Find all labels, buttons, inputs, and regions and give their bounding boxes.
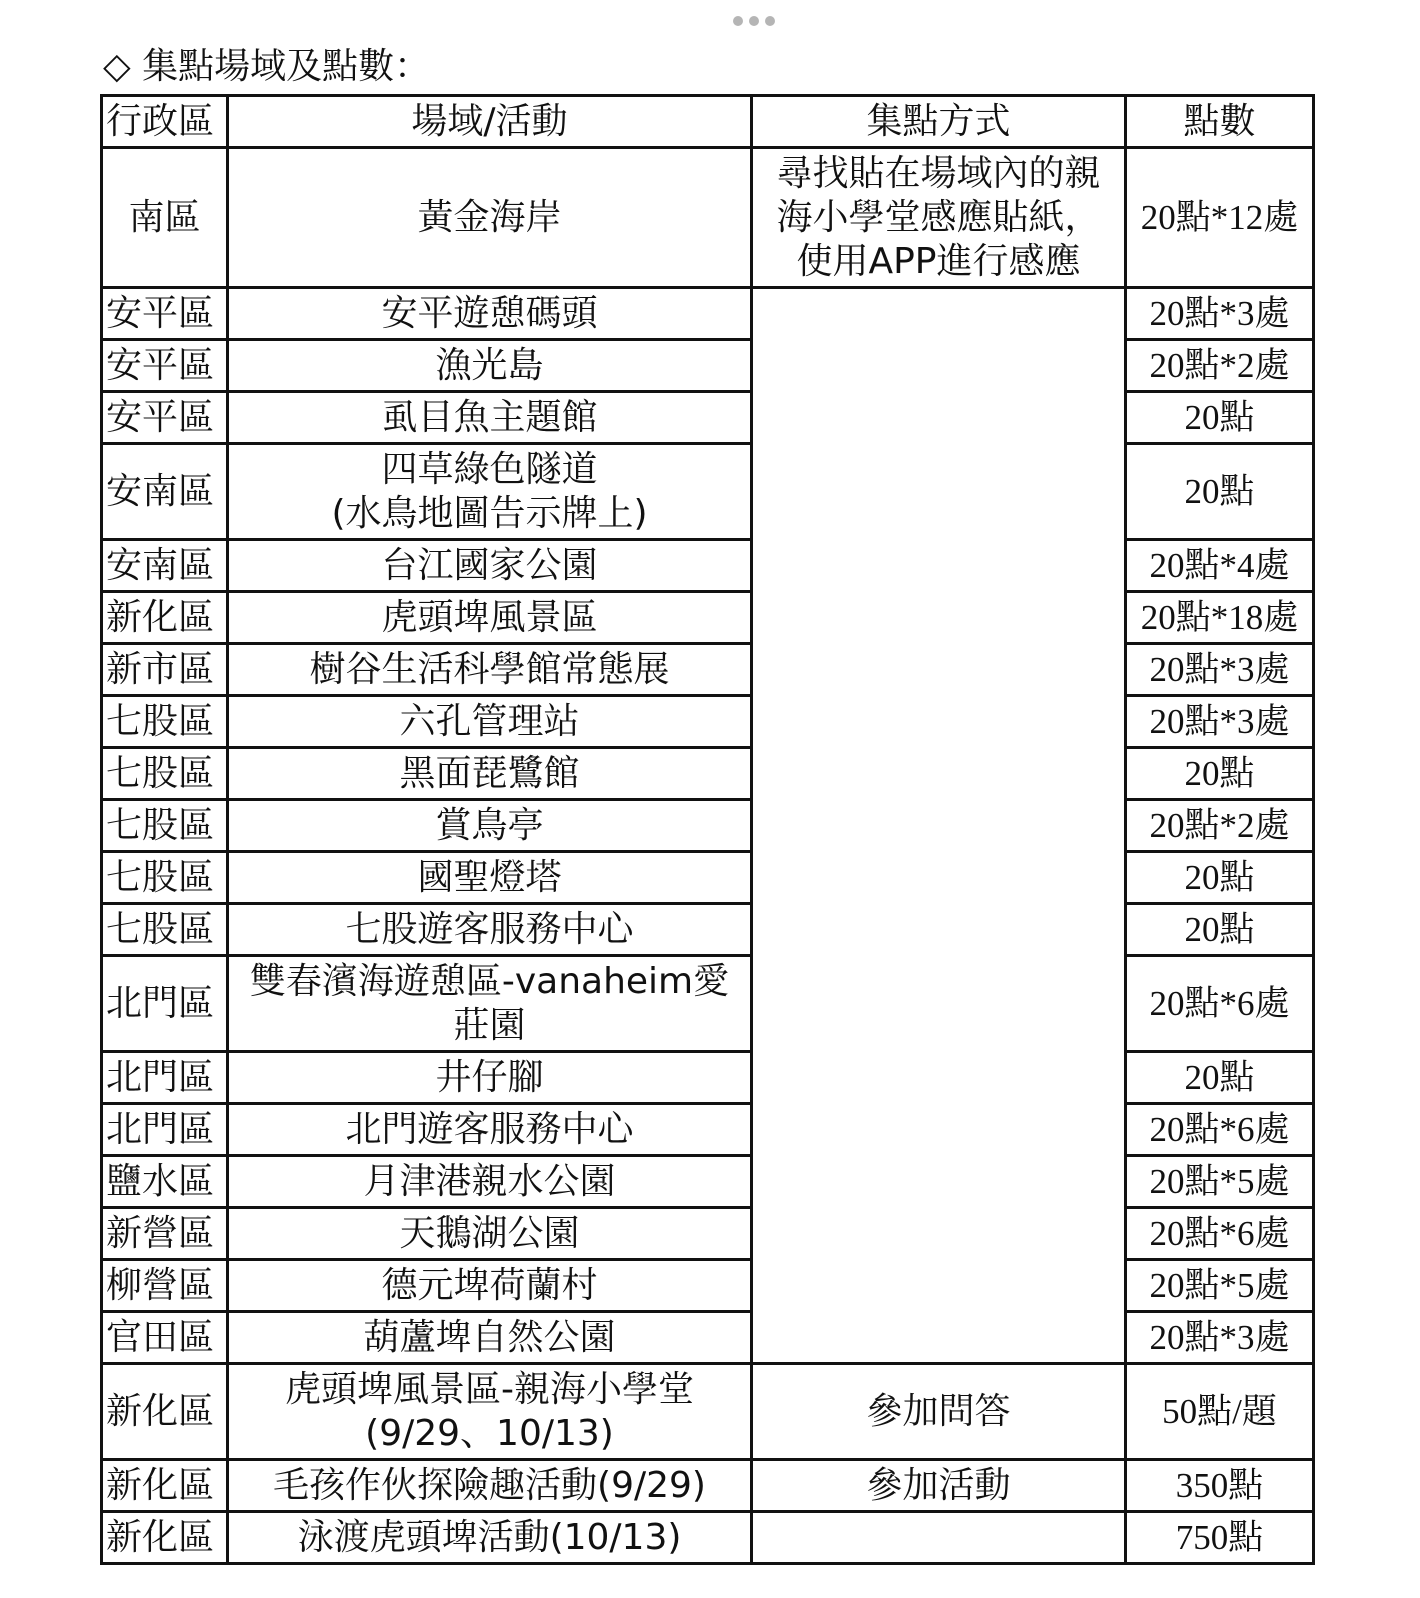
- points-cell: 750點: [1126, 1512, 1314, 1564]
- table-row: [102, 748, 1314, 800]
- venue-text: 台江國家公園: [381, 544, 598, 586]
- points-cell: 20點*2處: [1126, 800, 1314, 852]
- points-table: [100, 94, 1315, 1565]
- district-cell: 新化區: [102, 592, 228, 644]
- venue-cell: [228, 800, 752, 852]
- venue-text: 黃金海岸: [417, 196, 562, 238]
- venue-text: 賞鳥亭: [435, 804, 544, 846]
- points-cell: 20點*3處: [1126, 644, 1314, 696]
- venue-text: 四草綠色隧道: [381, 448, 598, 490]
- points-cell: 20點*5處: [1126, 1260, 1314, 1312]
- points-cell: 20點*18處: [1126, 592, 1314, 644]
- venue-text: 樹谷生活科學館常態展: [309, 648, 670, 690]
- venue-text: (9/29、10/13): [365, 1412, 614, 1454]
- header-points: 點數: [1126, 96, 1314, 148]
- district-cell: 官田區: [102, 1312, 228, 1364]
- table-row: [102, 644, 1314, 696]
- points-cell: 50點/題: [1126, 1364, 1314, 1460]
- section-heading: ◇ 集點場域及點數：: [103, 46, 431, 87]
- venue-cell: [228, 696, 752, 748]
- venue-text: 虎頭埤風景區: [381, 596, 598, 638]
- venue-cell: [228, 1260, 752, 1312]
- venue-cell: [228, 1104, 752, 1156]
- table-header-row: [102, 96, 1314, 148]
- table-row: [102, 696, 1314, 748]
- venue-text: 虎頭埤風景區-親海小學堂: [285, 1368, 694, 1410]
- district-cell: 南區: [102, 148, 228, 288]
- table-row: [102, 800, 1314, 852]
- venue-text: 黑面琵鷺館: [399, 752, 580, 794]
- district-cell: 七股區: [102, 748, 228, 800]
- table-row: [102, 852, 1314, 904]
- district-cell: 北門區: [102, 1052, 228, 1104]
- table-row: [102, 904, 1314, 956]
- table-row: [102, 1104, 1314, 1156]
- venue-text: 泳渡虎頭埤活動(10/13): [297, 1516, 682, 1558]
- district-cell: 安平區: [102, 288, 228, 340]
- venue-cell: [228, 392, 752, 444]
- venue-cell: [228, 1364, 752, 1460]
- venue-cell: [228, 148, 752, 288]
- points-cell: 20點: [1126, 444, 1314, 540]
- method-text: 海小學堂感應貼紙，: [776, 196, 1101, 238]
- dot: [749, 16, 759, 26]
- venue-cell: [228, 904, 752, 956]
- venue-text: 毛孩作伙探險趣活動(9/29): [273, 1464, 706, 1506]
- district-cell: 北門區: [102, 1104, 228, 1156]
- table-row: [102, 288, 1314, 340]
- district-cell: 柳營區: [102, 1260, 228, 1312]
- points-cell: 20點: [1126, 1052, 1314, 1104]
- header-district: 行政區: [102, 96, 228, 148]
- venue-text: 北門遊客服務中心: [345, 1108, 634, 1150]
- points-cell: 20點*6處: [1126, 1104, 1314, 1156]
- venue-text: 虱目魚主題館: [381, 396, 598, 438]
- table-body: [102, 148, 1314, 1564]
- district-cell: 七股區: [102, 800, 228, 852]
- district-cell: 安南區: [102, 540, 228, 592]
- points-cell: 20點*6處: [1126, 1208, 1314, 1260]
- district-cell: 七股區: [102, 852, 228, 904]
- venue-text: (水鳥地圖告示牌上): [331, 492, 648, 534]
- points-cell: 20點: [1126, 852, 1314, 904]
- venue-text: 六孔管理站: [399, 700, 580, 742]
- points-cell: 20點*3處: [1126, 1312, 1314, 1364]
- venue-text: 莊園: [453, 1004, 526, 1046]
- points-cell: 20點*6處: [1126, 956, 1314, 1052]
- table-row: [102, 392, 1314, 444]
- table-row: [102, 444, 1314, 540]
- header-venue: 場域/活動: [228, 96, 752, 148]
- venue-cell: [228, 444, 752, 540]
- venue-cell: [228, 540, 752, 592]
- district-cell: 七股區: [102, 696, 228, 748]
- points-cell: 20點*3處: [1126, 696, 1314, 748]
- district-cell: 新市區: [102, 644, 228, 696]
- venue-cell: [228, 1512, 752, 1564]
- method-cell: [752, 148, 1126, 288]
- table-row: [102, 1460, 1314, 1512]
- venue-cell: [228, 340, 752, 392]
- venue-text: 雙春濱海遊憩區-vanaheim愛: [249, 960, 730, 1002]
- method-text: 尋找貼在場域內的親: [776, 152, 1101, 194]
- district-cell: 安南區: [102, 444, 228, 540]
- table-row: [102, 956, 1314, 1052]
- venue-text: 井仔腳: [435, 1056, 544, 1098]
- table-row: [102, 1052, 1314, 1104]
- table-row: [102, 1312, 1314, 1364]
- venue-cell: [228, 1460, 752, 1512]
- district-cell: 安平區: [102, 392, 228, 444]
- venue-cell: [228, 592, 752, 644]
- method-cell: [752, 288, 1126, 1364]
- venue-cell: [228, 1156, 752, 1208]
- table-row: [102, 1156, 1314, 1208]
- venue-text: 德元埤荷蘭村: [381, 1264, 598, 1306]
- district-cell: 安平區: [102, 340, 228, 392]
- venue-text: 漁光島: [435, 344, 544, 386]
- header-method: 集點方式: [752, 96, 1126, 148]
- venue-text: 葫蘆埤自然公園: [363, 1316, 616, 1358]
- venue-text: 安平遊憩碼頭: [381, 292, 598, 334]
- venue-text: 七股遊客服務中心: [345, 908, 634, 950]
- venue-cell: [228, 1208, 752, 1260]
- district-cell: 七股區: [102, 904, 228, 956]
- table-row: [102, 1208, 1314, 1260]
- table-row: [102, 540, 1314, 592]
- points-cell: 20點*5處: [1126, 1156, 1314, 1208]
- venue-cell: [228, 644, 752, 696]
- points-cell: 20點*3處: [1126, 288, 1314, 340]
- venue-text: 國聖燈塔: [417, 856, 562, 898]
- venue-cell: [228, 956, 752, 1052]
- method-cell: [752, 1512, 1126, 1564]
- more-options-dots-icon[interactable]: [733, 16, 775, 26]
- points-cell: 20點: [1126, 748, 1314, 800]
- venue-cell: [228, 1052, 752, 1104]
- district-cell: 新化區: [102, 1512, 228, 1564]
- venue-text: 月津港親水公園: [363, 1160, 616, 1202]
- table-row: [102, 592, 1314, 644]
- dot: [765, 16, 775, 26]
- method-text: 參加問答: [866, 1390, 1011, 1432]
- venue-cell: [228, 1312, 752, 1364]
- method-text: 參加活動: [866, 1464, 1011, 1506]
- table-row: [102, 340, 1314, 392]
- venue-cell: [228, 288, 752, 340]
- method-cell: [752, 1364, 1126, 1460]
- table-row: [102, 1260, 1314, 1312]
- points-cell: 20點*4處: [1126, 540, 1314, 592]
- district-cell: 新營區: [102, 1208, 228, 1260]
- points-cell: 20點: [1126, 904, 1314, 956]
- dot: [733, 16, 743, 26]
- district-cell: 新化區: [102, 1364, 228, 1460]
- table-row: [102, 148, 1314, 288]
- table-row: [102, 1364, 1314, 1460]
- table-row: [102, 1512, 1314, 1564]
- points-cell: 20點: [1126, 392, 1314, 444]
- district-cell: 北門區: [102, 956, 228, 1052]
- points-cell: 20點*2處: [1126, 340, 1314, 392]
- venue-cell: [228, 852, 752, 904]
- venue-cell: [228, 748, 752, 800]
- points-cell: 350點: [1126, 1460, 1314, 1512]
- venue-text: 天鵝湖公園: [399, 1212, 580, 1254]
- district-cell: 鹽水區: [102, 1156, 228, 1208]
- points-cell: 20點*12處: [1126, 148, 1314, 288]
- method-cell: [752, 1460, 1126, 1512]
- district-cell: 新化區: [102, 1460, 228, 1512]
- method-text: 使用APP進行感應: [796, 240, 1081, 282]
